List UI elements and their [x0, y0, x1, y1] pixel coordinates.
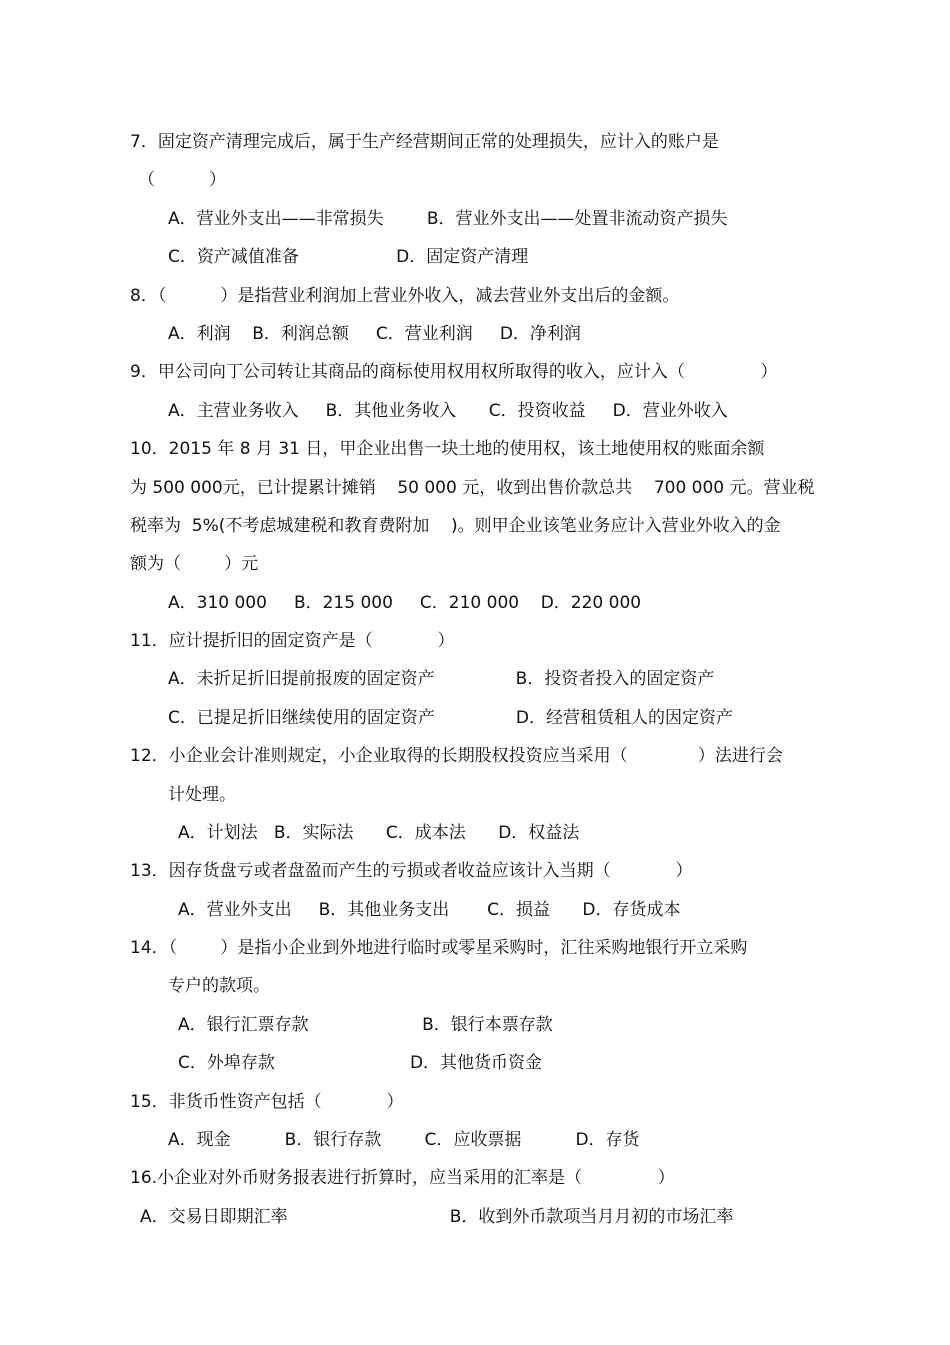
question-16-options-ab: A．交易日即期汇率 B．收到外币款项当月月初的市场汇率 — [140, 1207, 734, 1227]
question-8-options: A．利润 B．利润总额 C．营业利润 D．净利润 — [168, 324, 581, 344]
question-7-options-cd: C．资产减值准备 D．固定资产清理 — [168, 247, 529, 267]
question-10-stem-line-4: 额为（ ）元 — [130, 554, 259, 574]
question-15-stem: 15．非货币性资产包括（ ） — [130, 1092, 404, 1112]
question-7-stem: 7．固定资产清理完成后，属于生产经营期间正常的处理损失，应计入的账户是 — [130, 132, 719, 152]
question-12-stem-line-1: 12．小企业会计准则规定，小企业取得的长期股权投资应当采用（ ）法进行会 — [130, 746, 783, 766]
question-13-options: A．营业外支出 B．其他业务支出 C．损益 D．存货成本 — [178, 900, 681, 920]
question-16-stem: 16.小企业对外币财务报表进行折算时，应当采用的汇率是（ ） — [130, 1168, 675, 1188]
question-12-options: A．计划法 B．实际法 C．成本法 D．权益法 — [178, 823, 580, 843]
question-9-options: A．主营业务收入 B．其他业务收入 C．投资收益 D．营业外收入 — [168, 401, 728, 421]
question-10-options: A．310 000 B．215 000 C．210 000 D．220 000 — [168, 593, 642, 613]
question-11-options-cd: C．已提足折旧继续使用的固定资产 D．经营租赁租人的因定资产 — [168, 708, 734, 728]
question-10-stem-line-3: 税率为 5%(不考虑城建税和教育费附加 )。则甲企业该笔业务应计入营业外收入的金 — [130, 516, 781, 536]
question-15-options: A．现金 B．银行存款 C．应收票据 D．存货 — [168, 1130, 640, 1150]
question-7-options-ab: A．营业外支出——非常损失 B．营业外支出——处置非流动资产损失 — [168, 209, 728, 229]
question-11-stem: 11．应计提折旧的固定资产是（ ） — [130, 631, 455, 651]
question-12-stem-line-2: 计处理。 — [168, 785, 236, 805]
question-14-options-ab: A．银行汇票存款 B．银行本票存款 — [178, 1015, 553, 1035]
question-10-stem-line-1: 10．2015 年 8 月 31 日，甲企业出售一块土地的使用权，该土地使用权的账面余额 — [130, 439, 765, 459]
question-14-stem-line-1: 14．（ ）是指小企业到外地进行临时或零星采购时，汇往采购地银行开立采购 — [130, 938, 748, 958]
question-8-stem: 8．（ ）是指营业利润加上营业外收入，减去营业外支出后的金额。 — [130, 286, 680, 306]
question-11-options-ab: A．未折足折旧提前报废的固定资产 B．投资者投入的固定资产 — [168, 669, 715, 689]
question-7-blank: （ ） — [138, 170, 227, 190]
question-9-stem: 9．甲公司向丁公司转让其商品的商标使用权用权所取得的收入，应计入（ ） — [130, 362, 778, 382]
question-13-stem: 13．因存货盘亏或者盘盈而产生的亏损或者收益应该计入当期（ ） — [130, 861, 693, 881]
question-14-options-cd: C．外埠存款 D．其他货币资金 — [178, 1053, 543, 1073]
question-14-stem-line-2: 专户的款项。 — [168, 976, 270, 996]
question-10-stem-line-2: 为 500 000元，已计提累计摊销 50 000 元，收到出售价款总共 700 000 元。营业税 — [130, 478, 815, 498]
